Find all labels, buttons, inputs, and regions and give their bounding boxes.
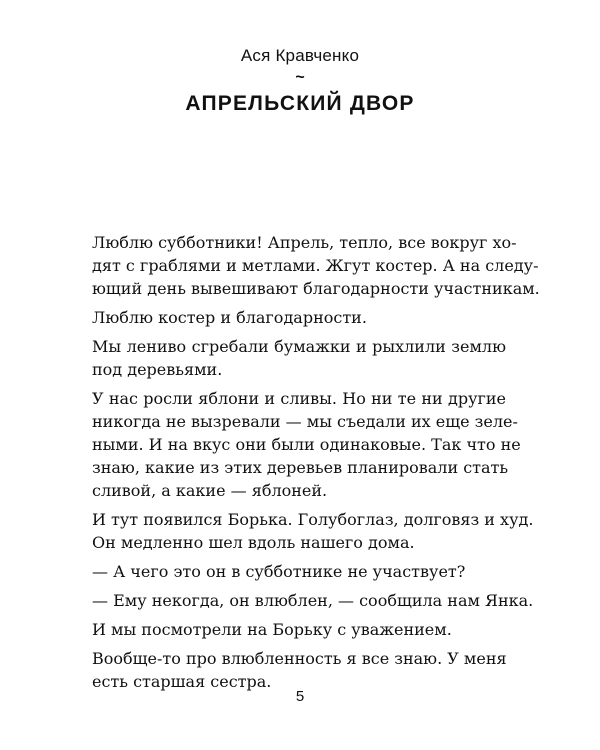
paragraph [92,335,506,381]
text-line: И мы посмотрели на Борьку с уважением. [92,620,452,639]
text-line: есть старшая сестра. [92,672,272,691]
body-text [92,231,540,693]
text-line: Вообще-то про влюбленность я все знаю. У меня [92,649,507,668]
text-line: никогда не вызревали — мы съедали их еще зеле- [92,412,518,431]
text-line: сливой, а какие — яблоней. [92,481,328,500]
text-line: Люблю костер и благодарности. [92,308,367,327]
text-line: — Ему некогда, он влюблен, — сообщила нам Янка. [92,591,534,610]
paragraph [92,589,534,612]
author-name: Ася Кравченко [240,46,360,65]
tilde-ornament: ~ [295,69,305,86]
text-line: под деревьями. [92,360,223,379]
text-line: Мы лениво сгребали бумажки и рыхлили землю [92,337,506,356]
text-line: дят с граблями и метлами. Жгут костер. А на следу- [92,256,539,275]
text-line: ющий день вывешивают благодарности участникам. [92,279,540,298]
paragraph [92,618,506,641]
paragraph [92,508,534,554]
text-line: Он медленно шел вдоль нашего дома. [92,533,415,552]
text-line: И тут появился Борька. Голубоглаз, долговяз и худ. [92,510,534,529]
chapter-title: АПРЕЛЬСКИЙ ДВОР [185,92,415,115]
text-line: Люблю субботники! Апрель, тепло, все вокруг хо- [92,233,517,252]
paragraph [92,306,506,329]
text-line: У нас росли яблони и сливы. Но ни те ни другие [92,389,506,408]
paragraph [92,231,540,300]
paragraph [92,387,521,502]
text-line: знаю, какие из этих деревьев планировали стать [92,458,509,477]
page-number: 5 [295,688,305,705]
text-line: — А чего это он в субботнике не участвует? [92,562,466,581]
text-line: ными. И на вкус они были одинаковые. Так что не [92,435,521,454]
paragraph [92,560,506,583]
paragraph [92,647,506,693]
